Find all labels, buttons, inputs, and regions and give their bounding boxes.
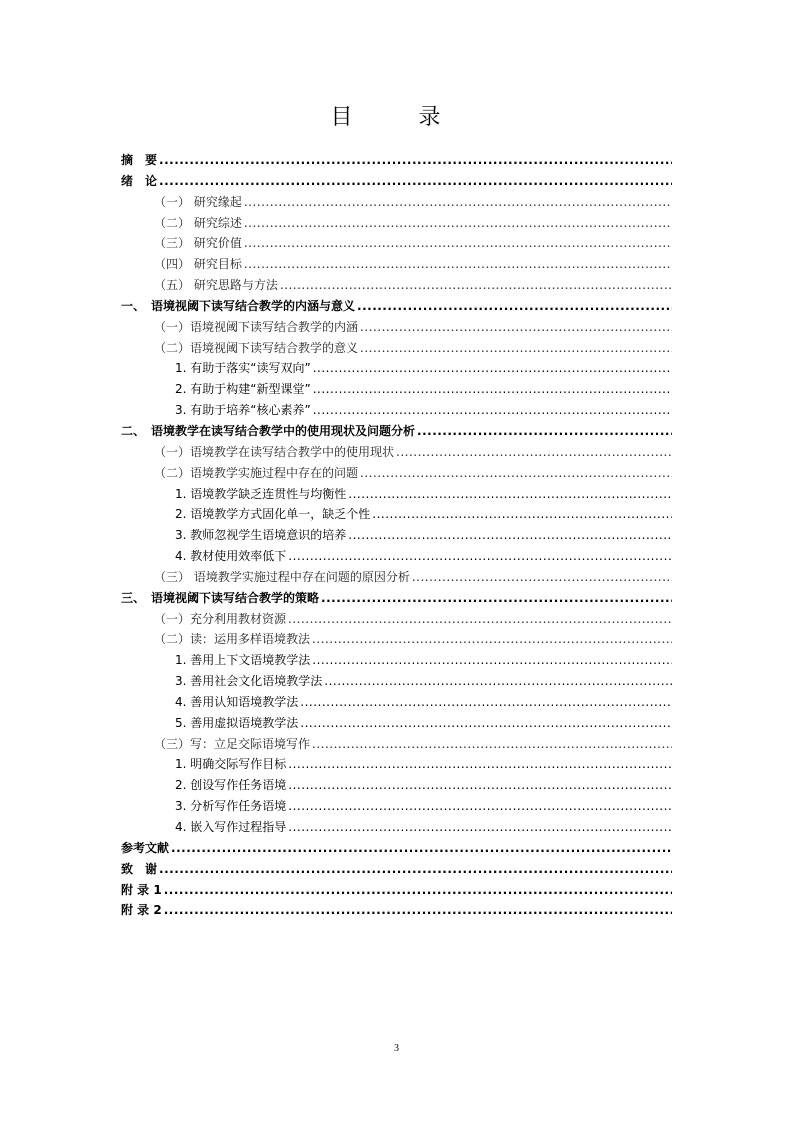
toc-entry-text: （二）语境视阈下读写结合教学的意义 [154, 340, 359, 355]
toc-entry-text: 绪 论 [121, 173, 158, 188]
toc-entry-text: （二） 研究综述 [154, 215, 242, 230]
toc-entry-text: 2. 创设写作任务语境 [175, 778, 287, 793]
toc-entry[interactable] [121, 880, 672, 901]
dot-leader [288, 775, 672, 796]
dot-leader [171, 838, 672, 859]
dot-leader [288, 609, 672, 630]
toc-entry[interactable] [121, 421, 672, 442]
dot-leader [313, 400, 672, 421]
dot-leader [164, 880, 672, 901]
dot-leader [312, 629, 672, 650]
toc-entry-text: （一）语境视阈下读写结合教学的内涵 [154, 319, 359, 334]
table-of-contents [121, 150, 672, 921]
toc-entry[interactable] [121, 338, 672, 359]
toc-entry-text: 二、 语境教学在读写结合教学中的使用现状及问题分析 [121, 423, 416, 438]
toc-entry[interactable] [121, 838, 672, 859]
dot-leader [417, 421, 672, 442]
toc-entry[interactable] [121, 629, 672, 650]
toc-entry[interactable] [121, 671, 672, 692]
dot-leader [159, 859, 672, 880]
toc-entry[interactable] [121, 650, 672, 671]
dot-leader [321, 588, 672, 609]
toc-entry-text: （二）语境教学实施过程中存在的问题 [154, 465, 359, 480]
toc-entry-text: 三、 语境视阈下读写结合教学的策略 [121, 590, 320, 605]
dot-leader [348, 525, 672, 546]
dot-leader [360, 338, 672, 359]
toc-entry-text: （三） 语境教学实施过程中存在问题的原因分析 [154, 569, 410, 584]
toc-entry[interactable] [121, 233, 672, 254]
toc-entry-text: 参考文献 [121, 840, 170, 855]
dot-leader [244, 233, 672, 254]
toc-entry[interactable] [121, 296, 672, 317]
toc-entry[interactable] [121, 754, 672, 775]
toc-entry-text: 4. 善用认知语境教学法 [175, 694, 299, 709]
toc-entry-text: 2. 语境教学方式固化单一，缺乏个性 [175, 507, 371, 522]
toc-entry[interactable] [121, 463, 672, 484]
toc-entry[interactable] [121, 358, 672, 379]
toc-entry[interactable] [121, 796, 672, 817]
toc-entry-text: 4. 教材使用效率低下 [175, 549, 287, 564]
toc-entry[interactable] [121, 775, 672, 796]
toc-entry[interactable] [121, 588, 672, 609]
toc-entry-text: 1. 语境教学缺乏连贯性与均衡性 [175, 486, 347, 501]
dot-leader [348, 484, 672, 505]
dot-leader [300, 692, 672, 713]
toc-entry[interactable] [121, 150, 672, 171]
toc-entry[interactable] [121, 504, 672, 525]
toc-entry-text: 3. 教师忽视学生语境意识的培养 [175, 528, 347, 543]
toc-entry-text: （五） 研究思路与方法 [154, 278, 278, 293]
toc-entry[interactable] [121, 900, 672, 921]
toc-entry[interactable] [121, 713, 672, 734]
dot-leader [312, 650, 672, 671]
toc-entry[interactable] [121, 213, 672, 234]
toc-entry-text: 2. 有助于构建“新型课堂” [175, 382, 311, 397]
dot-leader [360, 463, 672, 484]
toc-entry[interactable] [121, 525, 672, 546]
dot-leader [288, 754, 672, 775]
toc-entry[interactable] [121, 484, 672, 505]
dot-leader [288, 546, 672, 567]
toc-entry[interactable] [121, 567, 672, 588]
toc-entry-text: 一、 语境视阈下读写结合教学的内涵与意义 [121, 298, 356, 313]
toc-entry[interactable] [121, 192, 672, 213]
toc-entry[interactable] [121, 254, 672, 275]
toc-entry-text: （一）语境教学在读写结合教学中的使用现状 [154, 444, 395, 459]
dot-leader [357, 296, 672, 317]
toc-entry-text: 5. 善用虚拟语境教学法 [175, 715, 299, 730]
dot-leader [324, 671, 672, 692]
toc-entry-text: （二）读：运用多样语境教法 [154, 632, 311, 647]
dot-leader [372, 504, 672, 525]
toc-entry[interactable] [121, 379, 672, 400]
toc-entry-text: 附 录 2 [121, 903, 162, 918]
toc-entry-text: （三）写：立足交际语境写作 [154, 736, 311, 751]
toc-entry-text: 1. 善用上下文语境教学法 [175, 653, 311, 668]
toc-entry[interactable] [121, 171, 672, 192]
toc-entry[interactable] [121, 275, 672, 296]
toc-entry[interactable] [121, 817, 672, 838]
dot-leader [244, 192, 672, 213]
toc-entry-text: 4. 嵌入写作过程指导 [175, 820, 287, 834]
toc-entry-text: 致 谢 [121, 861, 158, 876]
dot-leader [159, 150, 672, 171]
toc-entry[interactable] [121, 400, 672, 421]
dot-leader [244, 254, 672, 275]
dot-leader [396, 442, 672, 463]
toc-entry-text: 附 录 1 [121, 882, 162, 897]
toc-entry[interactable] [121, 859, 672, 880]
dot-leader [164, 900, 672, 921]
toc-entry-text: 1. 有助于落实“读写双向” [175, 361, 311, 376]
toc-entry-text: （三） 研究价值 [154, 236, 242, 251]
dot-leader [300, 713, 672, 734]
toc-entry-text: 摘 要 [121, 153, 158, 167]
toc-entry[interactable] [121, 609, 672, 630]
toc-entry-text: 3. 善用社会文化语境教学法 [175, 674, 323, 689]
dot-leader [159, 171, 672, 192]
toc-entry-text: （四） 研究目标 [154, 257, 242, 272]
dot-leader [412, 567, 672, 588]
dot-leader [313, 358, 672, 379]
toc-entry[interactable] [121, 734, 672, 755]
toc-entry-text: 3. 有助于培养“核心素养” [175, 403, 311, 418]
toc-entry-text: 3. 分析写作任务语境 [175, 799, 287, 814]
dot-leader [313, 379, 672, 400]
toc-entry[interactable] [121, 442, 672, 463]
dot-leader [280, 275, 672, 296]
dot-leader [244, 213, 672, 234]
dot-leader [288, 796, 672, 817]
dot-leader [288, 817, 672, 838]
dot-leader [360, 317, 672, 338]
toc-entry[interactable] [121, 692, 672, 713]
toc-entry[interactable] [121, 317, 672, 338]
page-number: 3 [394, 1043, 399, 1054]
toc-title: 目 录 [330, 105, 463, 130]
dot-leader [312, 734, 672, 755]
toc-entry-text: 1. 明确交际写作目标 [175, 757, 287, 772]
toc-entry-text: （一）充分利用教材资源 [154, 611, 287, 626]
toc-entry[interactable] [121, 546, 672, 567]
toc-entry-text: （一） 研究缘起 [154, 194, 242, 209]
